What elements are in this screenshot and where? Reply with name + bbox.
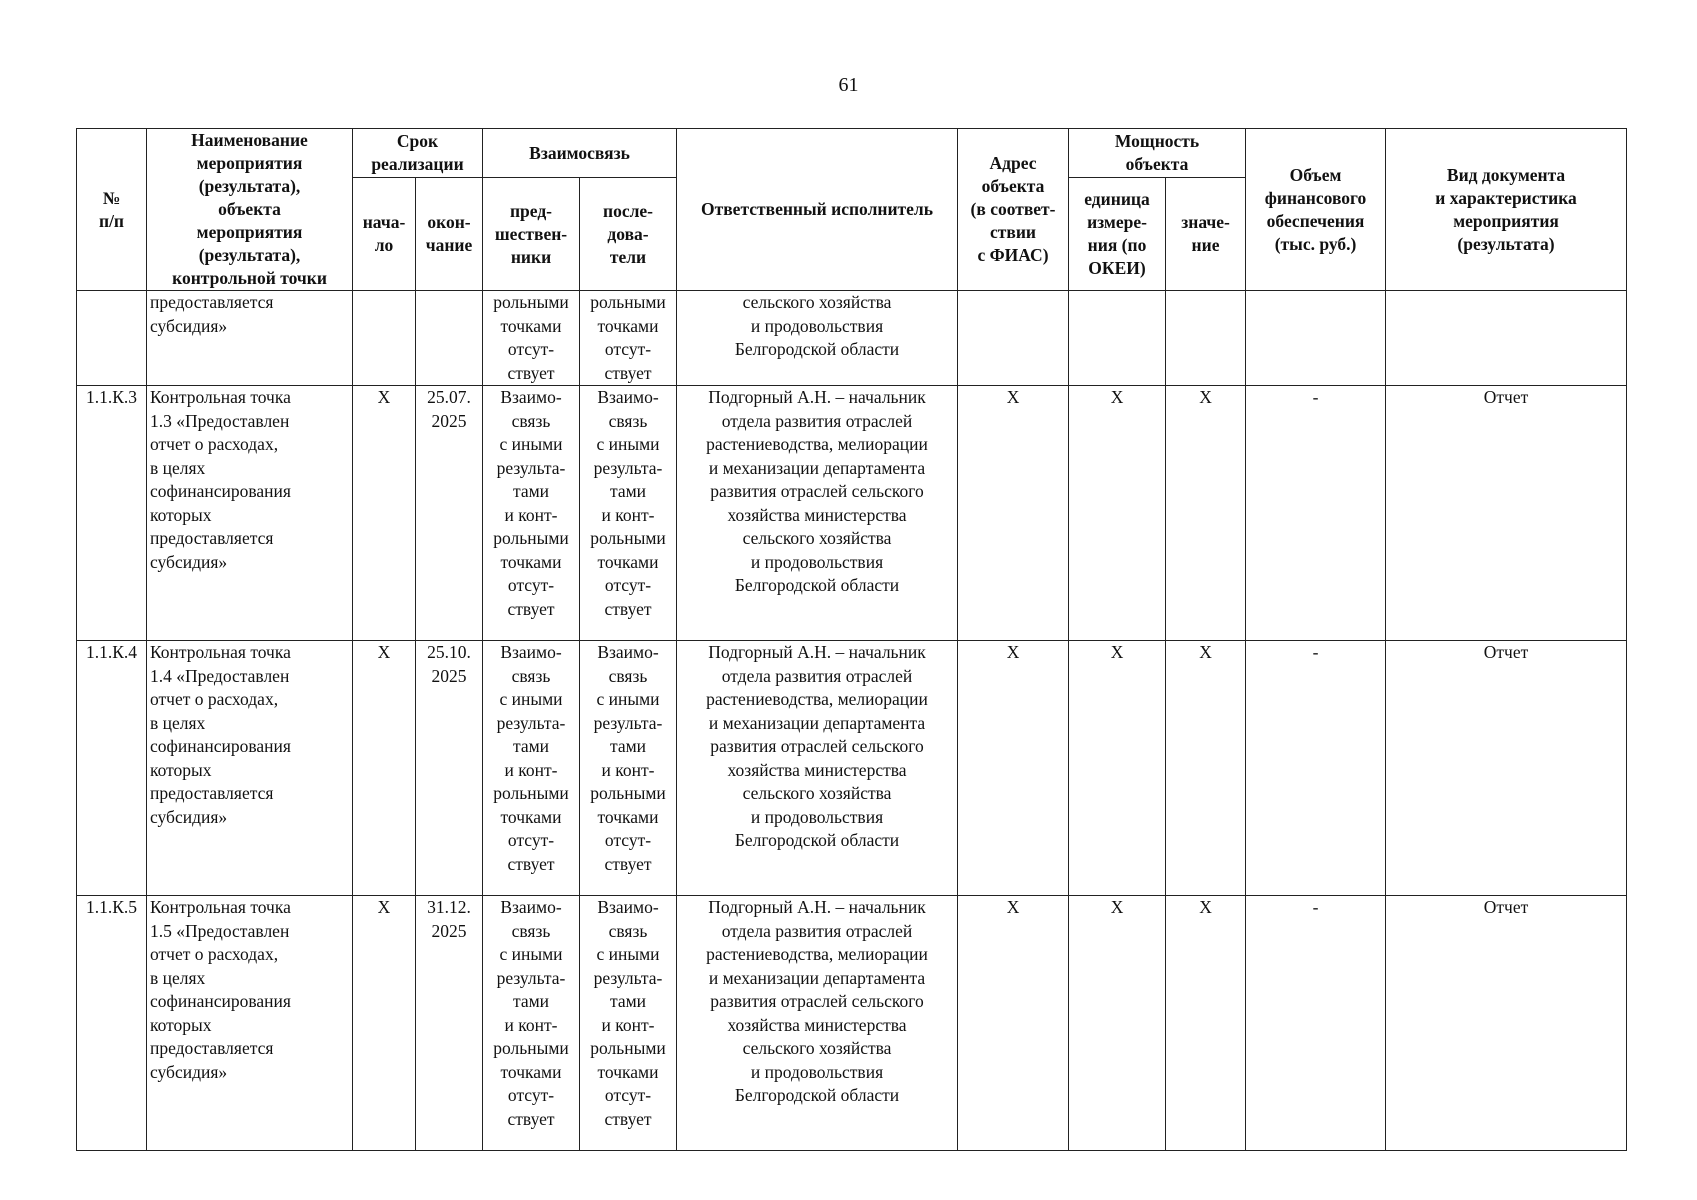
cell-end: 31.12. 2025 (416, 896, 483, 1151)
cell-finance: - (1246, 896, 1386, 1151)
cell-end: 25.07. 2025 (416, 386, 483, 641)
cell-pred: Взаимо- связь с иными результа- тами и конт- рольными точками отсут- ствует (483, 896, 580, 1151)
cell-doc: Отчет (1386, 386, 1627, 641)
cell-pred: рольными точками отсут- ствует (483, 291, 580, 386)
cell-finance (1246, 291, 1386, 386)
cell-responsible: Подгорный А.Н. – начальник отдела развития отраслей растениеводства, мелиорации и механизации департамента развития отраслей сельского хозяйства министерства сельского хозяйства и продовольствия Белгородской области (677, 896, 958, 1151)
cell-responsible: Подгорный А.Н. – начальник отдела развития отраслей растениеводства, мелиорации и механизации департамента развития отраслей сельского хозяйства министерства сельского хозяйства и продовольствия Белгородской области (677, 641, 958, 896)
cell-responsible: сельского хозяйства и продовольствия Белгородской области (677, 291, 958, 386)
cell-name: Контрольная точка 1.4 «Предоставлен отчет о расходах, в целях софинансирования которых предоставляется субсидия» (147, 641, 353, 896)
cell-value: X (1166, 386, 1246, 641)
cell-address: X (958, 896, 1069, 1151)
plan-table (76, 128, 1627, 1151)
header-capacity-unit: единица измере- ния (по ОКЕИ) (1069, 178, 1166, 291)
cell-doc: Отчет (1386, 641, 1627, 896)
table-row (77, 386, 1627, 641)
header-term-start: нача- ло (353, 178, 416, 291)
header-term-end: окон- чание (416, 178, 483, 291)
page-number: 61 (838, 74, 859, 96)
cell-pred: Взаимо- связь с иными результа- тами и конт- рольными точками отсут- ствует (483, 641, 580, 896)
cell-start (353, 291, 416, 386)
cell-start: X (353, 641, 416, 896)
cell-pred: Взаимо- связь с иными результа- тами и конт- рольными точками отсут- ствует (483, 386, 580, 641)
cell-value (1166, 291, 1246, 386)
header-num: № п/п (77, 129, 147, 291)
cell-next: рольными точками отсут- ствует (580, 291, 677, 386)
header-link-next: после- дова- тели (580, 178, 677, 291)
cell-doc: Отчет (1386, 896, 1627, 1151)
cell-address (958, 291, 1069, 386)
cell-num: 1.1.К.5 (77, 896, 147, 1151)
table-row (77, 641, 1627, 896)
table-row-continuation (77, 291, 1627, 386)
cell-value: X (1166, 896, 1246, 1151)
cell-name: Контрольная точка 1.5 «Предоставлен отчет о расходах, в целях софинансирования которых предоставляется субсидия» (147, 896, 353, 1151)
cell-start: X (353, 386, 416, 641)
cell-start: X (353, 896, 416, 1151)
cell-next: Взаимо- связь с иными результа- тами и конт- рольными точками отсут- ствует (580, 896, 677, 1151)
cell-name: предоставляется субсидия» (147, 291, 353, 386)
cell-next: Взаимо- связь с иными результа- тами и конт- рольными точками отсут- ствует (580, 641, 677, 896)
header-responsible: Ответственный исполнитель (677, 129, 958, 291)
cell-finance: - (1246, 386, 1386, 641)
cell-unit: X (1069, 896, 1166, 1151)
header-address: Адрес объекта (в соответ- ствии с ФИАС) (958, 129, 1069, 291)
header-link: Взаимосвязь (483, 129, 677, 178)
cell-responsible: Подгорный А.Н. – начальник отдела развития отраслей растениеводства, мелиорации и механизации департамента развития отраслей сельского хозяйства министерства сельского хозяйства и продовольствия Белгородской области (677, 386, 958, 641)
cell-next: Взаимо- связь с иными результа- тами и конт- рольными точками отсут- ствует (580, 386, 677, 641)
header-name: Наименование мероприятия (результата), объекта мероприятия (результата), контрольной точки (147, 129, 353, 291)
cell-num: 1.1.К.3 (77, 386, 147, 641)
cell-unit: X (1069, 386, 1166, 641)
cell-name: Контрольная точка 1.3 «Предоставлен отчет о расходах, в целях софинансирования которых предоставляется субсидия» (147, 386, 353, 641)
table-row (77, 896, 1627, 1151)
header-finance: Объем финансового обеспечения (тыс. руб.) (1246, 129, 1386, 291)
header-term: Срок реализации (353, 129, 483, 178)
cell-finance: - (1246, 641, 1386, 896)
cell-value: X (1166, 641, 1246, 896)
header-doc: Вид документа и характеристика мероприятия (результата) (1386, 129, 1627, 291)
cell-num (77, 291, 147, 386)
header-link-pred: пред- шествен- ники (483, 178, 580, 291)
header-capacity: Мощность объекта (1069, 129, 1246, 178)
cell-unit (1069, 291, 1166, 386)
cell-doc (1386, 291, 1627, 386)
cell-end: 25.10. 2025 (416, 641, 483, 896)
header-capacity-value: значе- ние (1166, 178, 1246, 291)
cell-end (416, 291, 483, 386)
cell-address: X (958, 641, 1069, 896)
cell-unit: X (1069, 641, 1166, 896)
cell-address: X (958, 386, 1069, 641)
cell-num: 1.1.К.4 (77, 641, 147, 896)
